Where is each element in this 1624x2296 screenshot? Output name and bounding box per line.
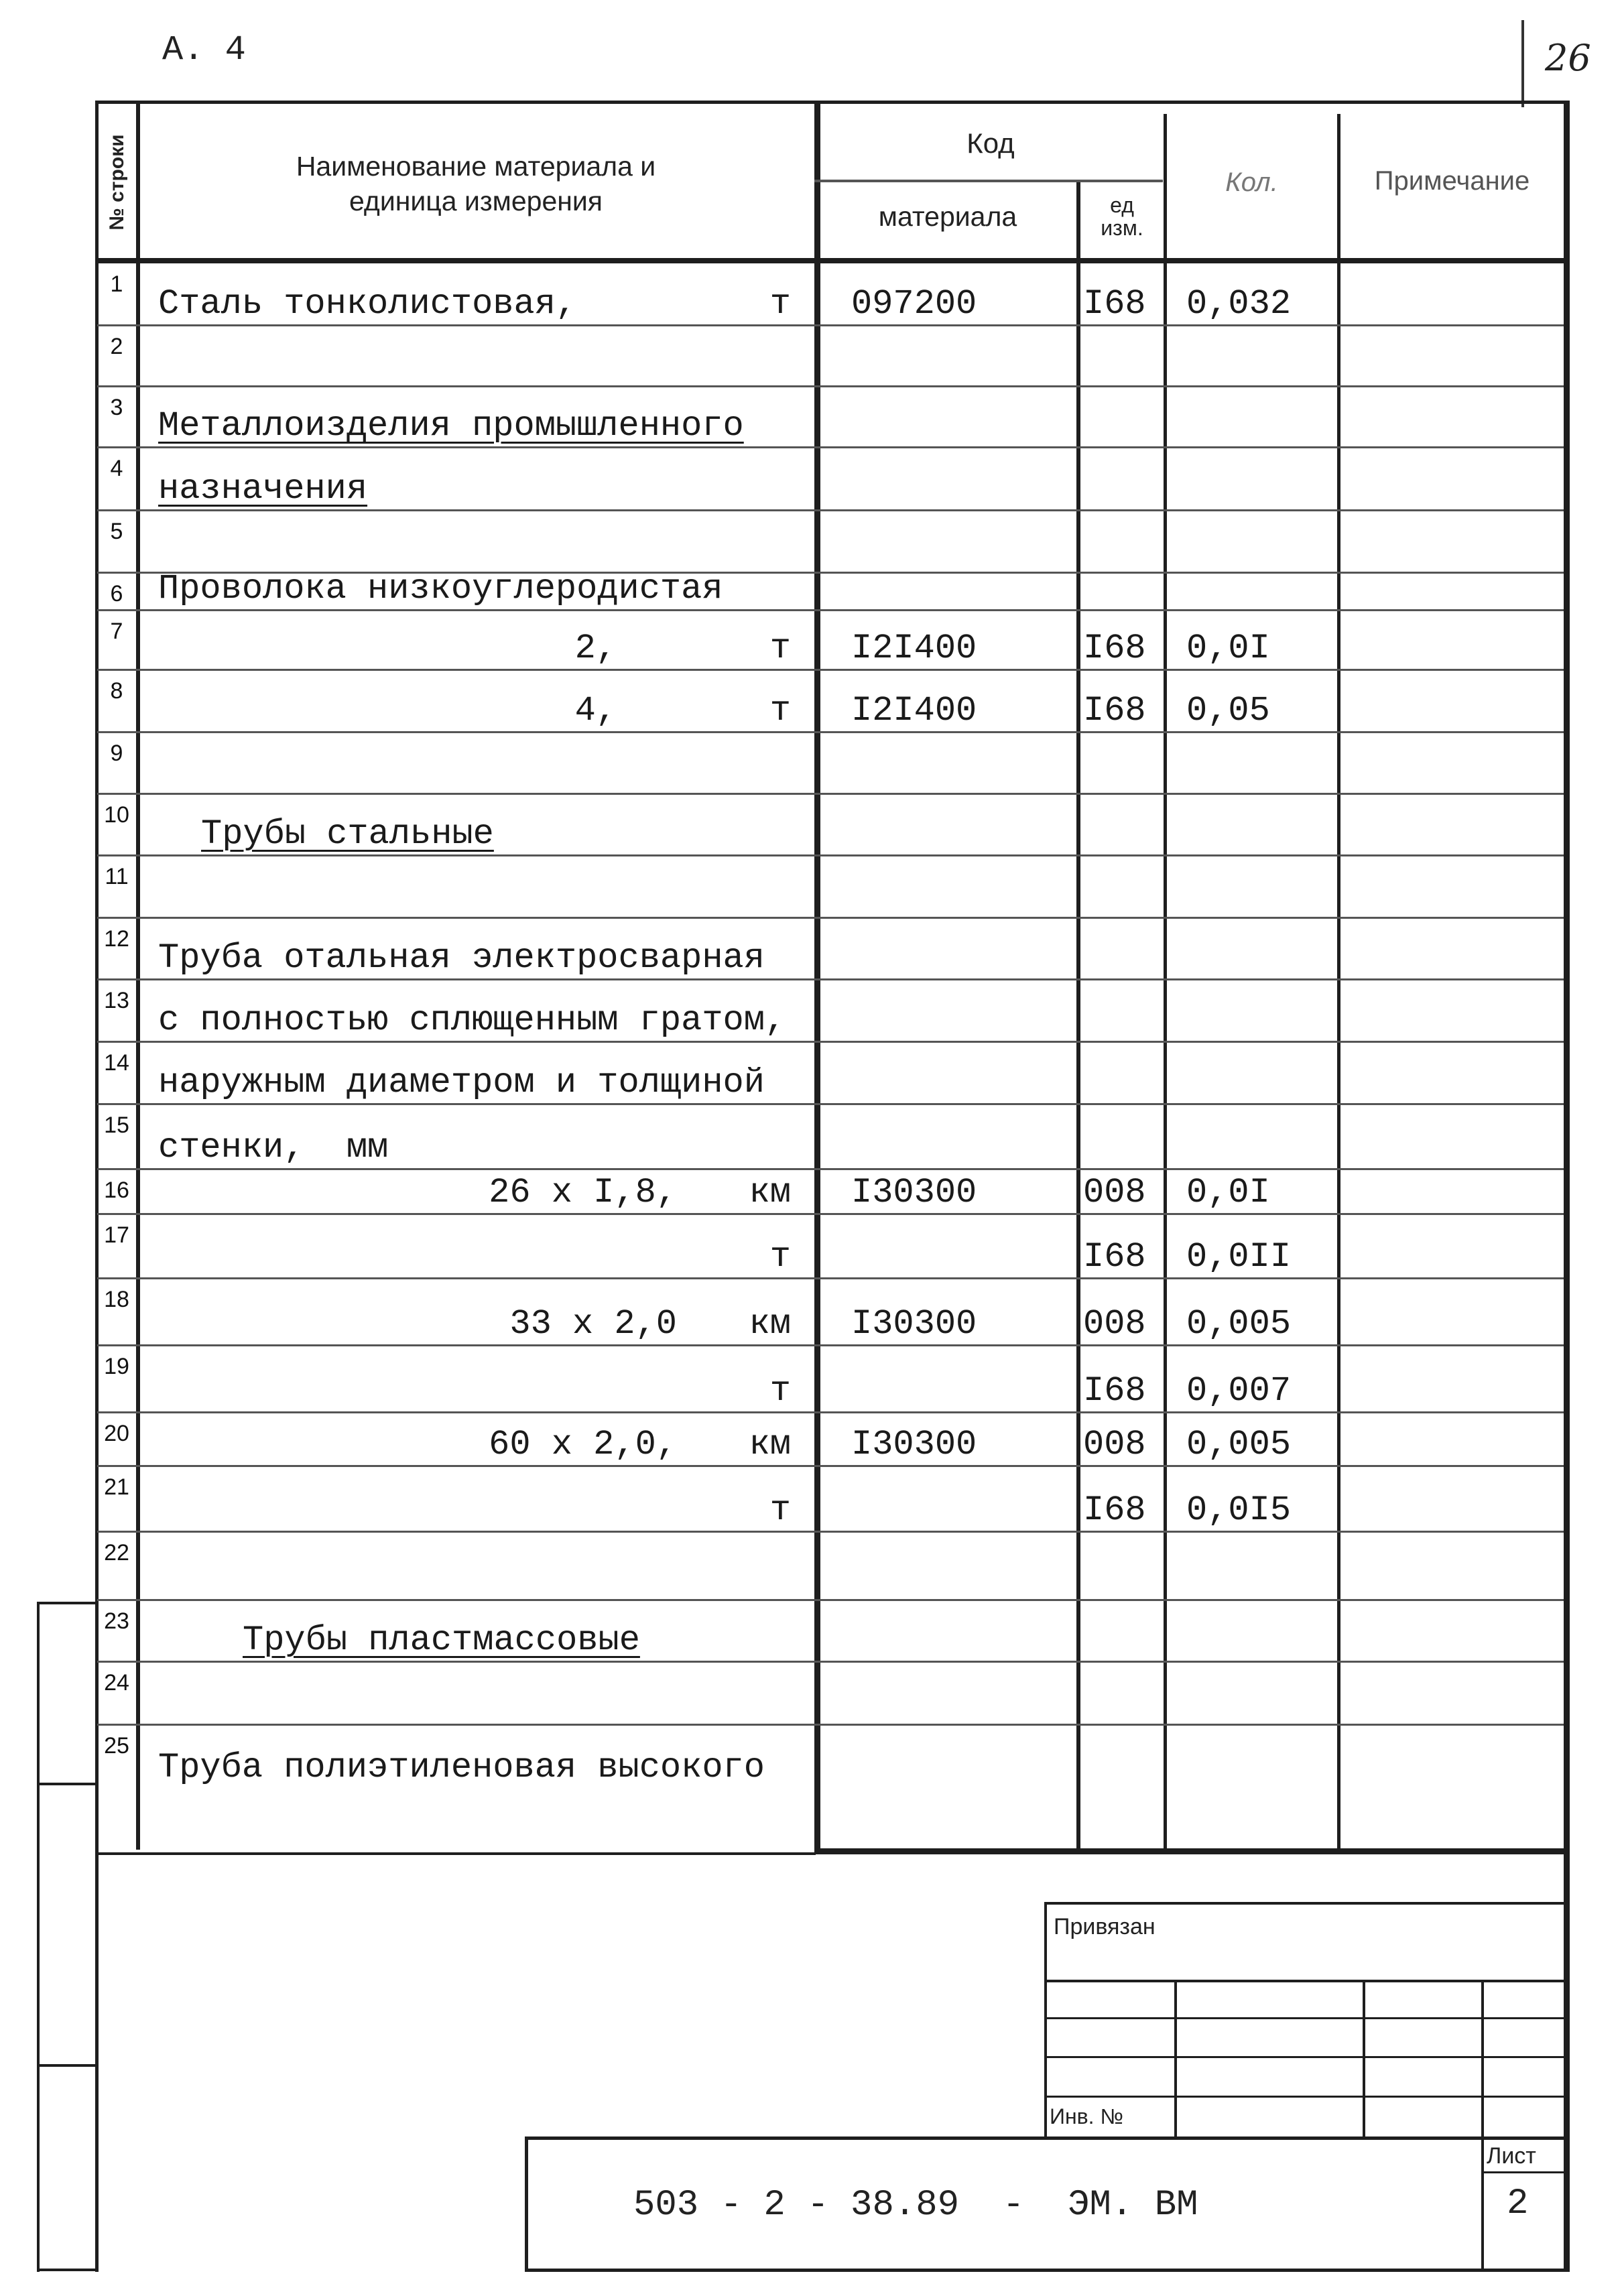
material-name: Труба полиэтиленовая высокого: [158, 1748, 765, 1787]
document-code: 503 - 2 - 38.89 - ЭМ. ВМ: [633, 2185, 1198, 2226]
row-separator: [97, 1344, 1564, 1346]
header-code-unit-line2: изм.: [1101, 216, 1143, 240]
quantity-value: 0,0I5: [1186, 1490, 1292, 1530]
row-separator: [97, 1168, 1564, 1170]
row-separator: [97, 324, 1564, 326]
binding-box-top: [1044, 1902, 1567, 1905]
material-name: стенки, мм: [158, 1128, 389, 1167]
material-code: I30300: [851, 1173, 977, 1212]
material-name: с полностью сплющенным гратом,: [158, 1001, 786, 1040]
table-bottom-left-border: [95, 1852, 816, 1855]
row-number: 7: [110, 619, 123, 644]
unit-code: 008: [1083, 1173, 1146, 1212]
unit-label: т: [769, 1371, 791, 1411]
doc-box-bottom: [525, 2269, 1569, 2272]
unit-code: I68: [1083, 691, 1146, 730]
sheet-label: Лист: [1487, 2143, 1536, 2169]
material-name: 2,: [574, 629, 617, 668]
material-code: 097200: [851, 284, 977, 324]
row-number: 8: [110, 678, 123, 704]
quantity-value: 0,0I: [1186, 1173, 1270, 1212]
col-line-rowno: [136, 101, 140, 1850]
header-code-material: материала: [878, 201, 1017, 232]
material-name: назначения: [158, 469, 368, 509]
unit-code: I68: [1083, 1490, 1146, 1530]
col-line-code: [814, 101, 820, 1850]
col-line-right: [1564, 101, 1570, 2272]
unit-label: км: [749, 1425, 791, 1464]
col-line-note: [1337, 114, 1340, 1850]
row-separator: [97, 1277, 1564, 1279]
sheet-box-left: [1481, 2136, 1484, 2271]
table-top-border: [97, 101, 1564, 104]
side-strip-line-3: [37, 2064, 97, 2067]
material-code: I2I400: [851, 691, 977, 730]
header-bottom-border: [97, 258, 1564, 263]
row-separator: [97, 917, 1564, 919]
material-name: наружным диаметром и толщиной: [158, 1063, 765, 1102]
row-separator: [97, 1213, 1564, 1215]
row-number: 2: [110, 334, 123, 359]
unit-code: I68: [1083, 1237, 1146, 1277]
unit-label: т: [769, 1237, 791, 1277]
unit-code: I68: [1083, 1371, 1146, 1411]
row-separator: [97, 1599, 1564, 1601]
row-number: 21: [104, 1474, 129, 1500]
material-name: 33 х 2,0: [509, 1304, 677, 1344]
material-name: Сталь тонколистовая,: [158, 284, 577, 324]
header-row-number: № строки: [106, 134, 128, 231]
material-name: 26 х I,8,: [489, 1173, 677, 1212]
header-note: Примечание: [1374, 166, 1530, 196]
unit-label: т: [769, 1490, 791, 1530]
material-name: Трубы стальные: [201, 814, 494, 854]
quantity-value: 0,032: [1186, 284, 1292, 324]
row-number: 9: [110, 741, 123, 766]
row-number: 19: [104, 1354, 129, 1379]
side-strip-right: [37, 1602, 40, 2272]
row-separator: [97, 731, 1564, 733]
binding-label: Привязан: [1054, 1914, 1155, 1939]
header-quantity: Кол.: [1225, 168, 1278, 197]
material-name: 4,: [574, 691, 617, 730]
page-number-rule: [1521, 20, 1524, 107]
material-name: Труба отальная электросварная: [158, 938, 765, 978]
material-name: Трубы пластмассовые: [243, 1620, 640, 1660]
row-separator: [97, 669, 1564, 671]
binding-col-2: [1363, 1980, 1365, 2137]
sheet-number: 2: [1507, 2183, 1529, 2224]
sheet-box-mid: [1481, 2171, 1567, 2173]
header-code-group: Код: [966, 127, 1015, 159]
row-separator: [97, 609, 1564, 611]
row-number: 16: [104, 1177, 129, 1203]
header-code-split: [814, 180, 1163, 182]
binding-row-line-2: [1044, 2017, 1567, 2019]
side-strip-bottom: [37, 2269, 97, 2271]
row-separator: [97, 1724, 1564, 1726]
row-number: 25: [104, 1733, 129, 1759]
row-number: 4: [110, 456, 123, 481]
unit-label: т: [769, 284, 791, 324]
side-strip-line-1: [37, 1602, 97, 1604]
binding-col-3: [1481, 1980, 1484, 2137]
row-number: 6: [110, 581, 123, 607]
inventory-number-label: Инв. №: [1050, 2104, 1123, 2128]
row-separator: [97, 854, 1564, 856]
row-separator: [97, 978, 1564, 980]
unit-label: т: [769, 691, 791, 730]
binding-box-left: [1044, 1902, 1047, 2136]
binding-col-1: [1174, 1980, 1177, 2137]
row-number: 12: [104, 926, 129, 952]
unit-code: 008: [1083, 1425, 1146, 1464]
quantity-value: 0,05: [1186, 691, 1270, 730]
unit-code: I68: [1083, 284, 1146, 324]
binding-row-line-1: [1044, 1980, 1567, 1982]
quantity-value: 0,0I: [1186, 629, 1270, 668]
binding-row-line-3: [1044, 2056, 1567, 2058]
material-code: I30300: [851, 1425, 977, 1464]
unit-label: т: [769, 629, 791, 668]
row-separator: [97, 1411, 1564, 1413]
row-number: 15: [104, 1112, 129, 1138]
row-separator: [97, 1531, 1564, 1533]
row-number: 24: [104, 1670, 129, 1696]
row-number: 3: [110, 395, 123, 420]
row-number: 22: [104, 1540, 129, 1566]
doc-box-top: [526, 2136, 1567, 2140]
page-number: 26: [1545, 37, 1591, 79]
quantity-value: 0,005: [1186, 1304, 1292, 1344]
row-separator: [97, 1041, 1564, 1043]
material-name: 60 х 2,0,: [489, 1425, 677, 1464]
header-name-line2: единица измерения: [349, 186, 603, 216]
row-number: 18: [104, 1287, 129, 1312]
unit-code: 008: [1083, 1304, 1146, 1344]
row-number: 1: [110, 271, 123, 297]
unit-label: км: [749, 1173, 791, 1212]
row-separator: [97, 385, 1564, 387]
quantity-value: 0,007: [1186, 1371, 1292, 1411]
corner-label: А. 4: [162, 30, 246, 70]
binding-row-line-4: [1044, 2096, 1567, 2098]
material-name: Металлоизделия промышленного: [158, 406, 744, 446]
side-strip-line-2: [37, 1783, 97, 1785]
material-code: I2I400: [851, 629, 977, 668]
quantity-value: 0,0II: [1186, 1237, 1292, 1277]
header-name-line1: Наименование материала и: [296, 151, 656, 182]
row-separator: [97, 1465, 1564, 1467]
row-separator: [97, 793, 1564, 795]
doc-box-left: [525, 2136, 528, 2271]
row-number: 14: [104, 1050, 129, 1076]
table-bottom-border: [814, 1848, 1570, 1854]
unit-label: км: [749, 1304, 791, 1344]
row-number: 20: [104, 1421, 129, 1446]
header-code-unit-line1: ед: [1110, 193, 1134, 217]
row-separator: [97, 1103, 1564, 1105]
quantity-value: 0,005: [1186, 1425, 1292, 1464]
row-separator: [97, 446, 1564, 448]
row-number: 17: [104, 1222, 129, 1248]
row-separator: [97, 1661, 1564, 1663]
row-number: 10: [104, 802, 129, 828]
row-number: 5: [110, 519, 123, 544]
material-name: Проволока низкоуглеродистая: [158, 569, 723, 609]
row-number: 23: [104, 1608, 129, 1634]
row-number: 13: [104, 988, 129, 1013]
col-line-qty: [1164, 114, 1167, 1850]
row-separator: [97, 509, 1564, 511]
material-code: I30300: [851, 1304, 977, 1344]
row-number: 11: [105, 864, 129, 889]
unit-code: I68: [1083, 629, 1146, 668]
